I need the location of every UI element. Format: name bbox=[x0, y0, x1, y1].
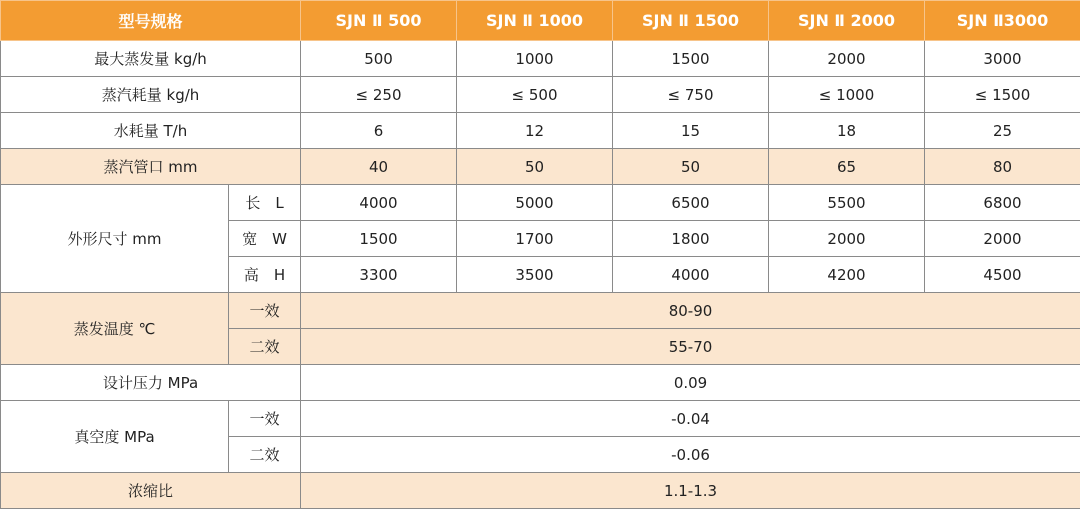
row-dimension-length bbox=[1, 185, 1080, 221]
cell-value: 1000 bbox=[457, 41, 613, 77]
sub-label: 一效 bbox=[229, 401, 301, 437]
row-label: 外形尺寸 mm bbox=[1, 185, 229, 293]
cell-value: 4000 bbox=[613, 257, 769, 293]
cell-value: ≤ 1500 bbox=[925, 77, 1080, 113]
row-label: 水耗量 T/h bbox=[1, 113, 301, 149]
cell-value: 1500 bbox=[301, 221, 457, 257]
cell-value: 80 bbox=[925, 149, 1080, 185]
row-water-consumption bbox=[1, 113, 1080, 149]
sub-label: 二效 bbox=[229, 329, 301, 365]
cell-value: 65 bbox=[769, 149, 925, 185]
cell-value: 3000 bbox=[925, 41, 1080, 77]
row-evaporation-temp-effect1 bbox=[1, 293, 1080, 329]
cell-value: 12 bbox=[457, 113, 613, 149]
cell-value: 500 bbox=[301, 41, 457, 77]
row-max-evaporation bbox=[1, 41, 1080, 77]
sub-label: 高 H bbox=[229, 257, 301, 293]
row-label: 蒸发温度 ℃ bbox=[1, 293, 229, 365]
cell-value: 6800 bbox=[925, 185, 1080, 221]
cell-value: -0.04 bbox=[301, 401, 1080, 437]
cell-value: 25 bbox=[925, 113, 1080, 149]
row-label: 浓缩比 bbox=[1, 473, 301, 509]
cell-value: 5500 bbox=[769, 185, 925, 221]
row-steam-consumption bbox=[1, 77, 1080, 113]
cell-value: 1700 bbox=[457, 221, 613, 257]
sub-label: 一效 bbox=[229, 293, 301, 329]
header-model: SJN Ⅱ3000 bbox=[925, 1, 1080, 41]
sub-label: 二效 bbox=[229, 437, 301, 473]
header-model: SJN Ⅱ 1500 bbox=[613, 1, 769, 41]
cell-value: 2000 bbox=[769, 41, 925, 77]
row-design-pressure bbox=[1, 365, 1080, 401]
row-label: 设计压力 MPa bbox=[1, 365, 301, 401]
header-model: SJN Ⅱ 2000 bbox=[769, 1, 925, 41]
cell-value: ≤ 500 bbox=[457, 77, 613, 113]
header-model: SJN Ⅱ 500 bbox=[301, 1, 457, 41]
row-label: 最大蒸发量 kg/h bbox=[1, 41, 301, 77]
cell-value: 1800 bbox=[613, 221, 769, 257]
cell-value: 0.09 bbox=[301, 365, 1080, 401]
row-label: 蒸汽耗量 kg/h bbox=[1, 77, 301, 113]
cell-value: 1500 bbox=[613, 41, 769, 77]
header-row bbox=[1, 1, 1080, 41]
row-steam-pipe bbox=[1, 149, 1080, 185]
cell-value: 50 bbox=[613, 149, 769, 185]
cell-value: 4500 bbox=[925, 257, 1080, 293]
header-model-label: 型号规格 bbox=[1, 1, 301, 41]
header-model: SJN Ⅱ 1000 bbox=[457, 1, 613, 41]
cell-value: 40 bbox=[301, 149, 457, 185]
cell-value: 1.1-1.3 bbox=[301, 473, 1080, 509]
cell-value: 18 bbox=[769, 113, 925, 149]
cell-value: ≤ 250 bbox=[301, 77, 457, 113]
cell-value: 80-90 bbox=[301, 293, 1080, 329]
sub-label: 宽 W bbox=[229, 221, 301, 257]
cell-value: 6 bbox=[301, 113, 457, 149]
cell-value: ≤ 750 bbox=[613, 77, 769, 113]
cell-value: 6500 bbox=[613, 185, 769, 221]
cell-value: 2000 bbox=[925, 221, 1080, 257]
row-concentration-ratio bbox=[1, 473, 1080, 509]
row-label: 蒸汽管口 mm bbox=[1, 149, 301, 185]
cell-value: 3300 bbox=[301, 257, 457, 293]
cell-value: 55-70 bbox=[301, 329, 1080, 365]
cell-value: 4200 bbox=[769, 257, 925, 293]
cell-value: 2000 bbox=[769, 221, 925, 257]
sub-label: 长 L bbox=[229, 185, 301, 221]
cell-value: 50 bbox=[457, 149, 613, 185]
cell-value: 3500 bbox=[457, 257, 613, 293]
cell-value: 5000 bbox=[457, 185, 613, 221]
cell-value: -0.06 bbox=[301, 437, 1080, 473]
cell-value: 15 bbox=[613, 113, 769, 149]
row-vacuum-effect1 bbox=[1, 401, 1080, 437]
cell-value: 4000 bbox=[301, 185, 457, 221]
cell-value: ≤ 1000 bbox=[769, 77, 925, 113]
row-label: 真空度 MPa bbox=[1, 401, 229, 473]
